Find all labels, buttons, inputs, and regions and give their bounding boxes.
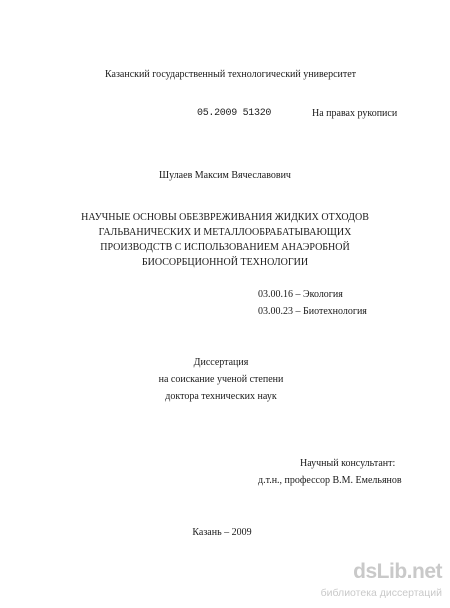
- watermark-subtitle: библиотека диссертаций: [320, 587, 442, 599]
- title-line: НАУЧНЫЕ ОСНОВЫ ОБЕЗВРЕЖИВАНИЯ ЖИДКИХ ОТХОДОВ: [81, 212, 369, 223]
- city-year: Казань – 2009: [192, 527, 252, 538]
- specialty-biotech: 03.00.23 – Биотехнология: [258, 306, 367, 317]
- degree-line: на соискание ученой степени: [158, 374, 284, 385]
- consultant-name: д.т.н., профессор В.М. Емельянов: [258, 475, 402, 486]
- registration-code: 05.2009 51320: [197, 108, 272, 119]
- dslib-watermark: [320, 560, 444, 604]
- title-line: ПРОИЗВОДСТВ С ИСПОЛЬЗОВАНИЕМ АНАЭРОБНОЙ: [100, 242, 350, 253]
- university-name: Казанский государственный технологический университет: [105, 69, 357, 80]
- consultant-label: Научный консультант:: [300, 458, 396, 469]
- specialty-ecology: 03.00.16 – Экология: [258, 289, 343, 300]
- dissertation-label: Диссертация: [193, 357, 249, 368]
- title-line: ГАЛЬВАНИЧЕСКИХ И МЕТАЛЛООБРАБАТЫВАЮЩИХ: [98, 227, 352, 238]
- author-name: Шулаев Максим Вячеславович: [159, 170, 291, 181]
- title-line: БИОСОРБЦИОННОЙ ТЕХНОЛОГИИ: [141, 257, 309, 268]
- dissertation-title: [0, 210, 450, 270]
- watermark-logo: dsLib.net: [353, 560, 442, 583]
- rights-note: На правах рукописи: [312, 108, 398, 119]
- degree-type: доктора технических наук: [165, 391, 277, 402]
